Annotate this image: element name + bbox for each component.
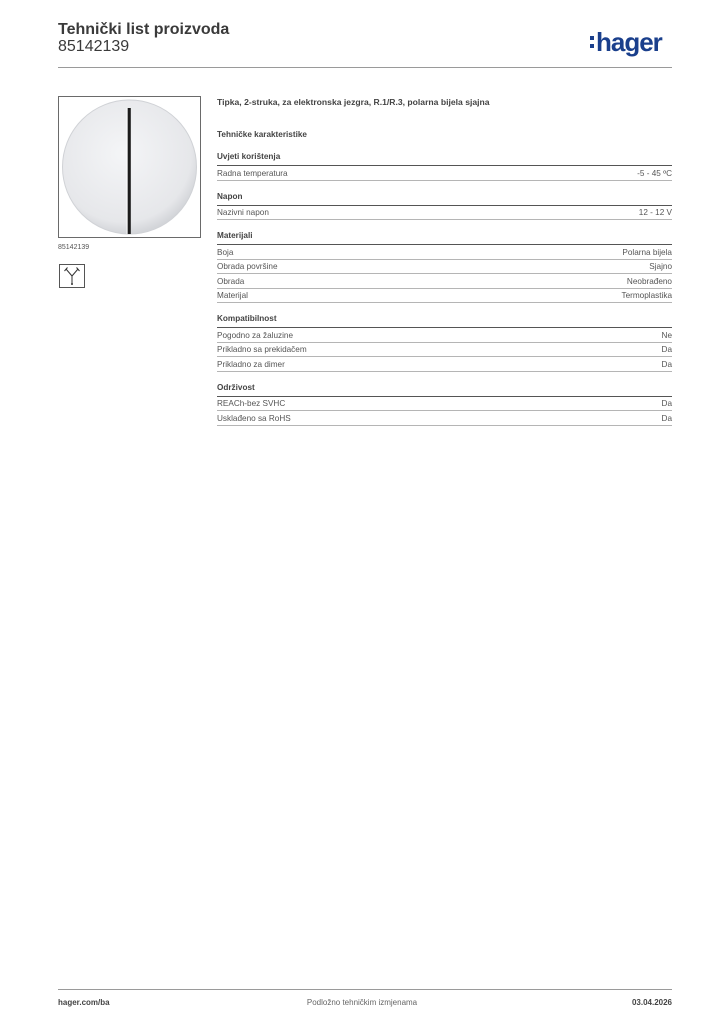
- spec-value: Sjajno: [649, 262, 672, 271]
- spec-groups: [217, 151, 672, 426]
- product-image: [58, 96, 201, 238]
- section-title: Tehničke karakteristike: [217, 130, 307, 139]
- product-description: Tipka, 2-struka, za elektronska jezgra, R.1/R.3, polarna bijela sjajna: [217, 97, 490, 107]
- spec-label: Prikladno sa prekidačem: [217, 345, 307, 354]
- spec-row: [217, 357, 672, 372]
- footer-date: 03.04.2026: [631, 998, 672, 1007]
- spec-group: [217, 151, 672, 181]
- two-gang-rocker-icon: [59, 97, 200, 237]
- spec-value: Termoplastika: [621, 291, 672, 300]
- spec-label: Nazivni napon: [217, 208, 269, 217]
- spec-group-title: Napon: [217, 191, 672, 206]
- spec-row: [217, 166, 672, 181]
- logo-mark-icon: [590, 34, 594, 50]
- spec-label: REACh-bez SVHC: [217, 399, 286, 408]
- spec-row: [217, 206, 672, 221]
- spec-row: [217, 245, 672, 260]
- spec-row: [217, 411, 672, 426]
- spec-label: Prikladno za dimer: [217, 359, 285, 369]
- spec-label: Radna temperatura: [217, 168, 288, 178]
- spec-group-title: Uvjeti korištenja: [217, 151, 672, 166]
- spec-group: [217, 230, 672, 303]
- spec-group-title: Materijali: [217, 230, 672, 245]
- spec-label: Boja: [217, 247, 234, 257]
- spec-value: Polarna bijela: [622, 247, 672, 257]
- header-divider: [58, 67, 672, 68]
- image-caption: 85142139: [58, 244, 90, 251]
- spec-label: Materijal: [217, 291, 248, 300]
- hager-logo: [590, 27, 662, 57]
- spec-value: Da: [661, 399, 672, 408]
- footer-divider: [58, 989, 672, 990]
- spec-group: [217, 313, 672, 372]
- spec-row: [217, 260, 672, 275]
- spec-value: Da: [661, 345, 672, 354]
- spec-label: Obrada površine: [217, 262, 278, 271]
- spec-value: Ne: [661, 330, 672, 340]
- spec-value: -5 - 45 ºC: [637, 168, 672, 178]
- spec-row: [217, 274, 672, 289]
- spec-group: [217, 382, 672, 426]
- spec-value: 12 - 12 V: [638, 208, 672, 217]
- spec-group-title: Kompatibilnost: [217, 313, 672, 328]
- article-number: 85142139: [58, 38, 130, 55]
- spec-row: [217, 343, 672, 358]
- spec-group-title: Održivost: [217, 382, 672, 397]
- page-title: Tehnički list proizvoda: [58, 21, 230, 38]
- spec-value: Da: [661, 359, 672, 369]
- spec-row: [217, 289, 672, 304]
- spec-row: [217, 397, 672, 412]
- specification-content: [217, 96, 672, 426]
- double-switch-symbol-icon: [59, 264, 85, 288]
- spec-label: Pogodno za žaluzine: [217, 330, 294, 340]
- spec-group: [217, 191, 672, 221]
- logo-text: hager: [596, 27, 662, 57]
- spec-label: Usklađeno sa RoHS: [217, 413, 291, 423]
- spec-row: [217, 328, 672, 343]
- spec-label: Obrada: [217, 276, 245, 286]
- footer-notice: Podložno tehničkim izmjenama: [306, 998, 418, 1007]
- spec-value: Neobrađeno: [626, 276, 672, 286]
- spec-value: Da: [661, 413, 672, 423]
- footer-website[interactable]: hager.com/ba: [58, 998, 110, 1007]
